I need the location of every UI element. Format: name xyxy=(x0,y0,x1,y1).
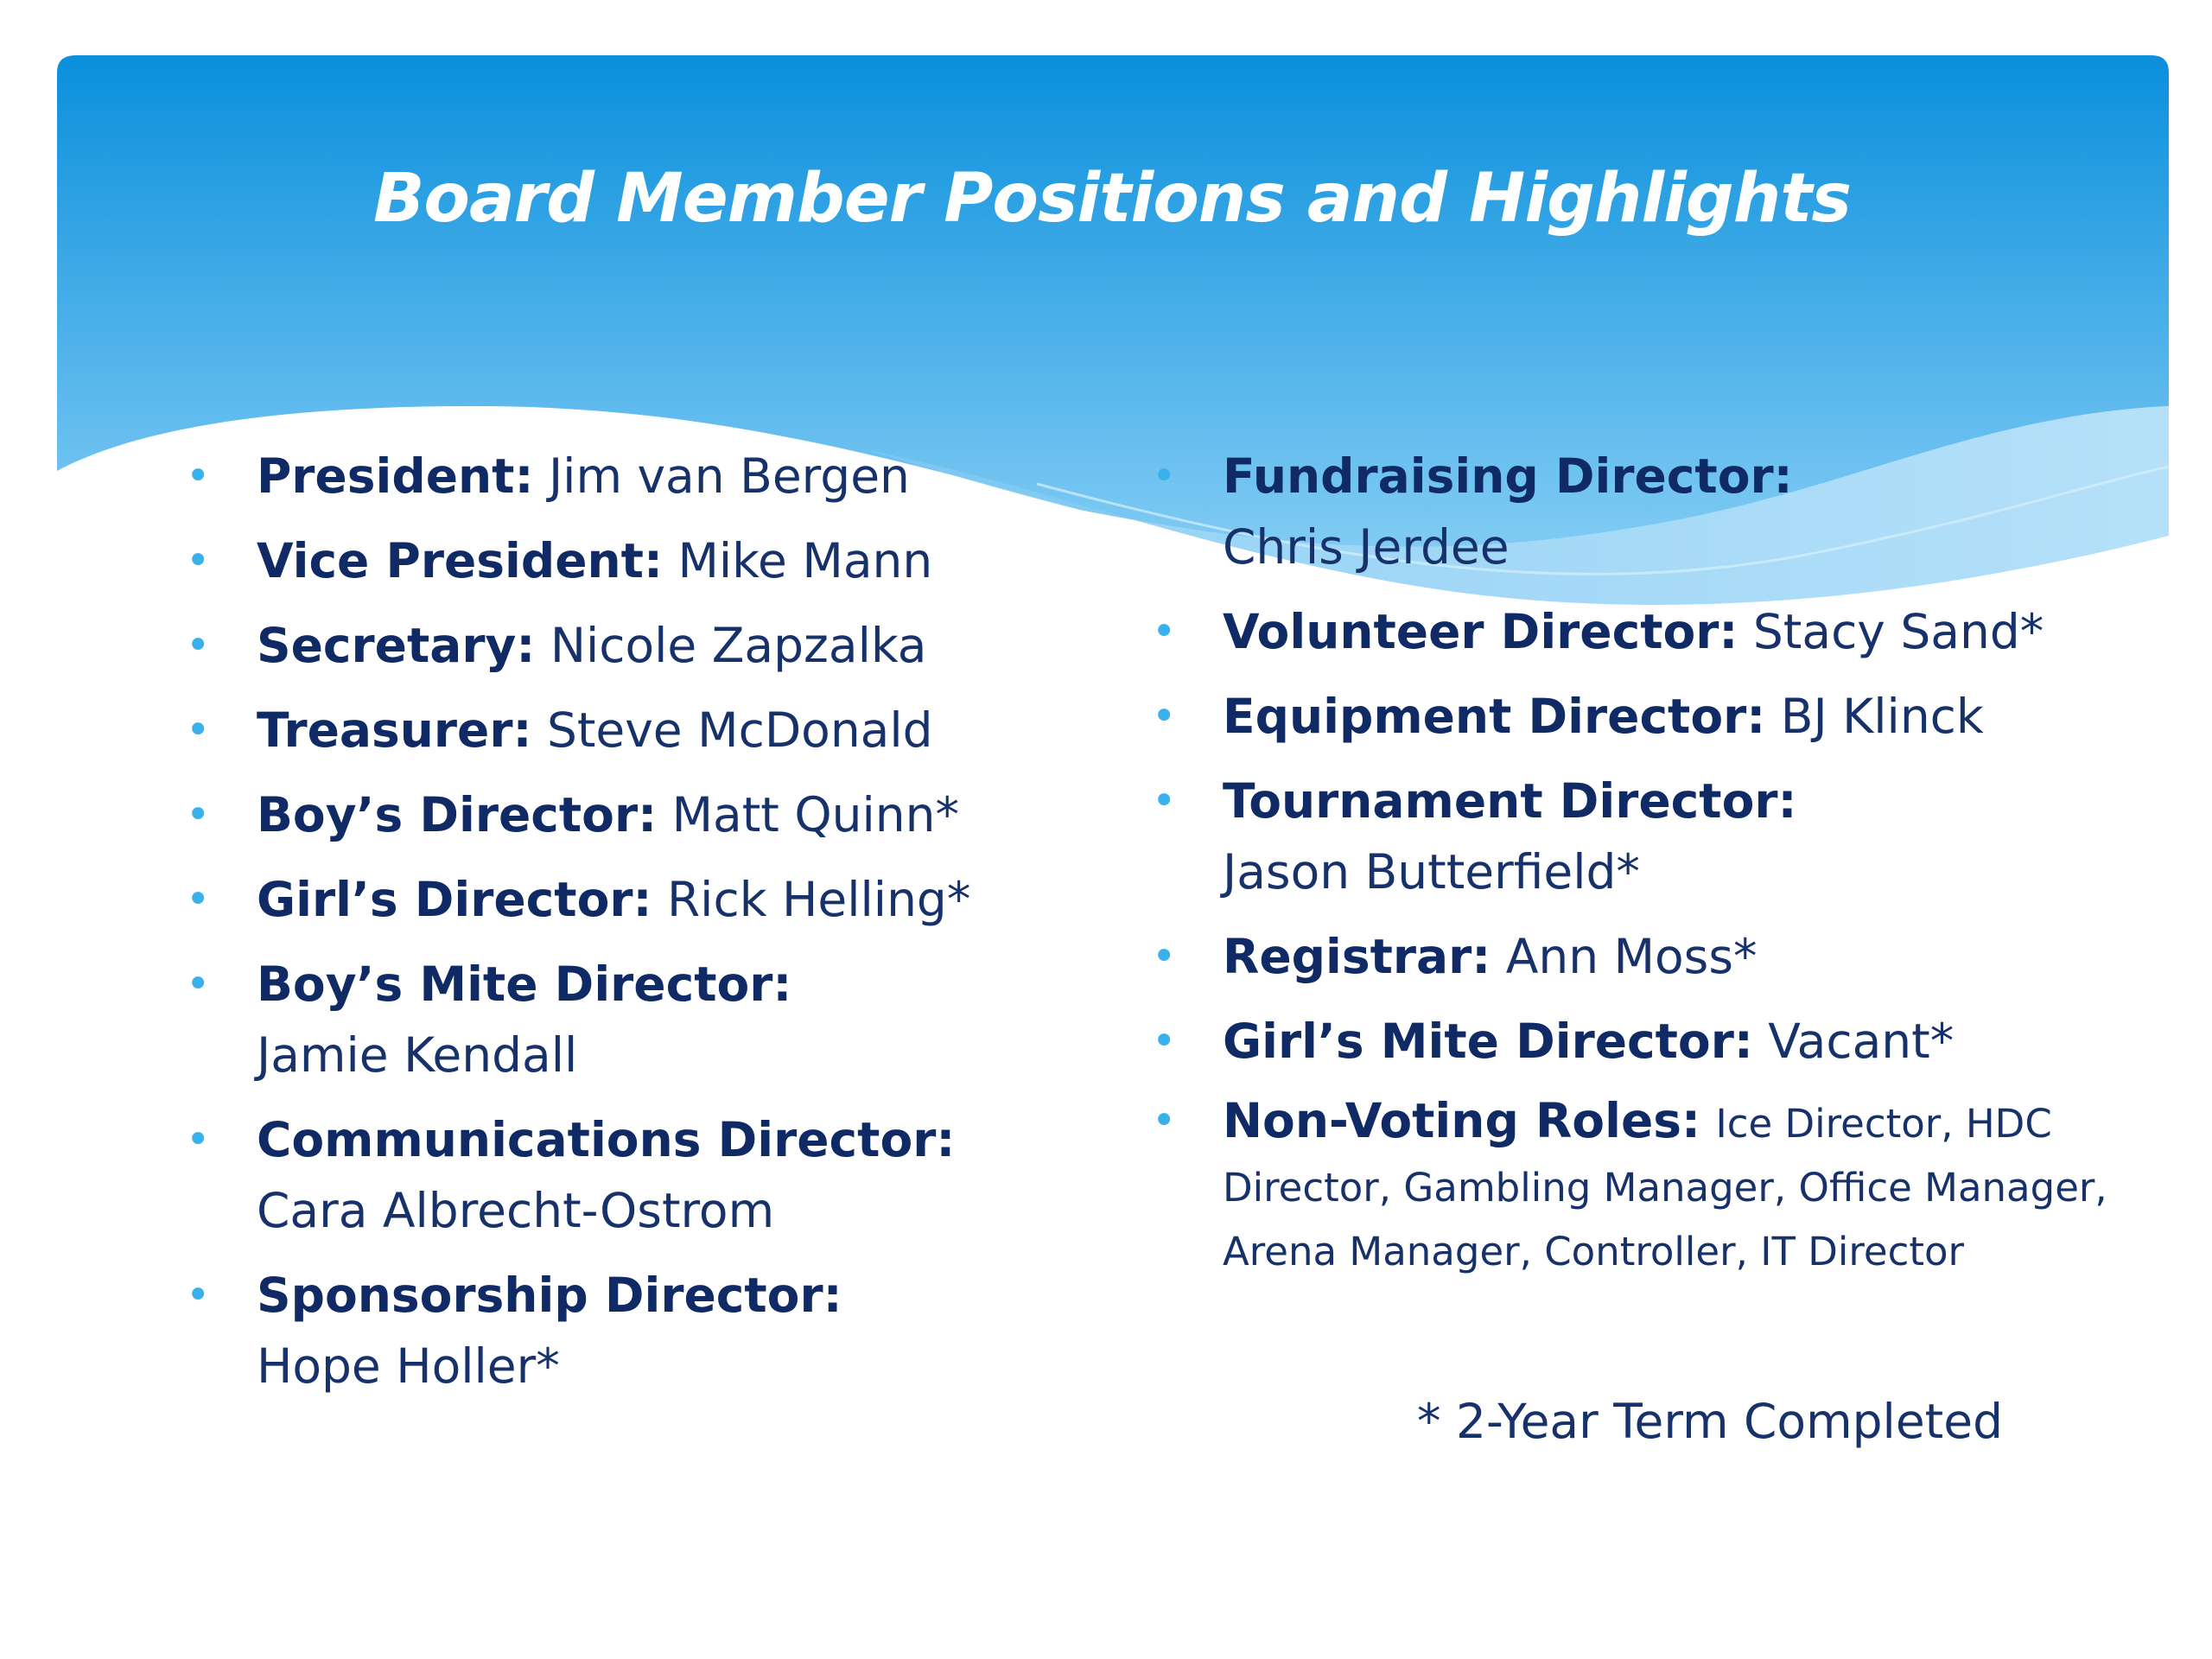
member-name: Vacant* xyxy=(1768,1014,1955,1069)
position-label: Boy’s Mite Director: xyxy=(257,957,792,1012)
position-label: Communications Director: xyxy=(257,1112,956,1167)
list-item xyxy=(186,610,1050,681)
member-name: Ice Director, HDC Director, Gambling Manager, Office Manager, Arena Manager, Controller, IT Director xyxy=(1223,1101,2107,1274)
member-name: Cara Albrecht-Ostrom xyxy=(257,1183,775,1238)
bullet-icon: • xyxy=(1152,1096,1177,1145)
member-name: Jim van Bergen xyxy=(548,448,910,504)
list-item xyxy=(186,1104,1050,1246)
bullet-icon: • xyxy=(186,1271,211,1319)
member-name: Ann Moss* xyxy=(1505,929,1758,984)
position-label: Tournament Director: xyxy=(1223,773,1797,829)
position-label: Girl’s Mite Director: xyxy=(1223,1014,1753,1069)
bullet-icon: • xyxy=(186,621,211,670)
position-label: Vice President: xyxy=(257,533,663,588)
bullet-icon: • xyxy=(186,875,211,924)
list-item xyxy=(1152,596,2145,667)
position-label: Non-Voting Roles: xyxy=(1223,1093,1700,1148)
position-label: Girl’s Director: xyxy=(257,872,652,927)
bullet-icon: • xyxy=(186,791,211,839)
position-label: Volunteer Director: xyxy=(1223,604,1738,659)
list-item xyxy=(1152,1006,2145,1077)
position-label: Boy’s Director: xyxy=(257,787,658,842)
left-position-list xyxy=(186,441,1050,1402)
position-label: President: xyxy=(257,448,534,504)
list-item xyxy=(186,525,1050,596)
list-item xyxy=(186,441,1050,512)
member-name: Chris Jerdee xyxy=(1223,519,1510,575)
bullet-icon: • xyxy=(1152,1017,1177,1065)
list-item xyxy=(186,949,1050,1090)
member-name: Hope Holler* xyxy=(257,1338,560,1394)
member-name: Nicole Zapzalka xyxy=(550,618,927,673)
list-item xyxy=(186,695,1050,766)
position-label: Sponsorship Director: xyxy=(257,1268,842,1323)
slide-title: Board Member Positions and Highlights xyxy=(372,160,1851,238)
bullet-icon: • xyxy=(1152,777,1177,825)
list-item xyxy=(1152,921,2145,992)
list-item xyxy=(186,1260,1050,1402)
bullet-icon: • xyxy=(186,452,211,500)
list-item xyxy=(1152,1090,2145,1282)
member-name: Jason Butterfield* xyxy=(1223,844,1640,899)
bullet-icon: • xyxy=(1152,692,1177,741)
member-name: Steve McDonald xyxy=(546,702,933,758)
right-position-list xyxy=(1152,441,2145,1282)
position-label: Secretary: xyxy=(257,618,536,673)
list-item xyxy=(1152,441,2145,582)
list-item xyxy=(186,779,1050,850)
position-label: Fundraising Director: xyxy=(1223,448,1793,504)
member-name: Jamie Kendall xyxy=(257,1027,578,1083)
bullet-icon: • xyxy=(186,1116,211,1164)
position-label: Registrar: xyxy=(1223,929,1491,984)
position-label: Treasurer: xyxy=(257,702,532,758)
bullet-icon: • xyxy=(1152,452,1177,500)
bullet-icon: • xyxy=(1152,607,1177,656)
member-name: Stacy Sand* xyxy=(1752,604,2044,659)
list-item xyxy=(1152,766,2145,907)
list-item xyxy=(1152,681,2145,752)
member-name: Mike Mann xyxy=(677,533,933,588)
bullet-icon: • xyxy=(186,960,211,1008)
bullet-icon: • xyxy=(186,537,211,585)
bullet-icon: • xyxy=(186,706,211,754)
member-name: Matt Quinn* xyxy=(671,787,959,842)
position-label: Equipment Director: xyxy=(1223,689,1766,744)
list-item xyxy=(186,864,1050,935)
bullet-icon: • xyxy=(1152,932,1177,981)
member-name: BJ Klinck xyxy=(1780,689,1984,744)
member-name: Rick Helling* xyxy=(666,872,971,927)
footnote: * 2-Year Term Completed xyxy=(1417,1394,2003,1449)
